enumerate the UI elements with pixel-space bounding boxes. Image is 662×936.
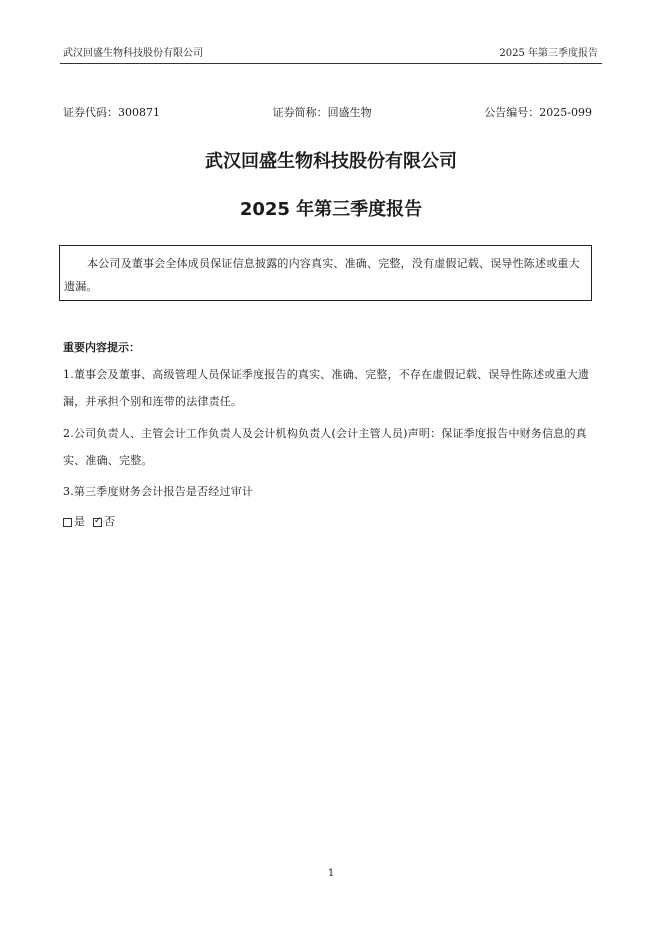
company-title: 武汉回盛生物科技股份有限公司 xyxy=(205,151,457,172)
security-code: 证券代码：300871 xyxy=(63,106,160,119)
header-company: 武汉回盛生物科技股份有限公司 xyxy=(63,48,203,59)
disclosure-notice-text: 本公司及董事会全体成员保证信息披露的内容真实、准确、完整，没有虚假记载、误导性陈述或重大遗漏。 xyxy=(64,257,580,293)
important-note-2: 2.公司负责人、主管会计工作负责人及会计机构负责人(会计主管人员)声明：保证季度报告中财务信息的真实、准确、完整。 xyxy=(63,427,587,467)
header-report-title: 2025 年第三季度报告 xyxy=(499,48,598,59)
audit-no-checkbox[interactable] xyxy=(93,518,102,527)
audit-yes-checkbox[interactable] xyxy=(63,518,72,527)
audit-options xyxy=(63,512,115,532)
important-notes-heading: 重要内容提示： xyxy=(63,341,140,354)
audit-yes-label: 是 xyxy=(74,515,85,528)
important-note-3: 3.第三季度财务会计报告是否经过审计 xyxy=(63,485,254,498)
security-abbreviation: 证券简称：回盛生物 xyxy=(272,106,372,119)
security-meta-row xyxy=(63,105,592,121)
report-title: 2025 年第三季度报告 xyxy=(239,199,423,220)
page-number: 1 xyxy=(327,868,335,879)
announcement-number: 公告编号：2025-099 xyxy=(484,106,592,119)
header-divider xyxy=(60,63,602,64)
disclosure-notice-box xyxy=(59,245,592,301)
important-note-1: 1.董事会及董事、高级管理人员保证季度报告的真实、准确、完整，不存在虚假记载、误导性陈述或重大遗漏，并承担个别和连带的法律责任。 xyxy=(63,368,590,408)
audit-no-label: 否 xyxy=(104,515,115,528)
